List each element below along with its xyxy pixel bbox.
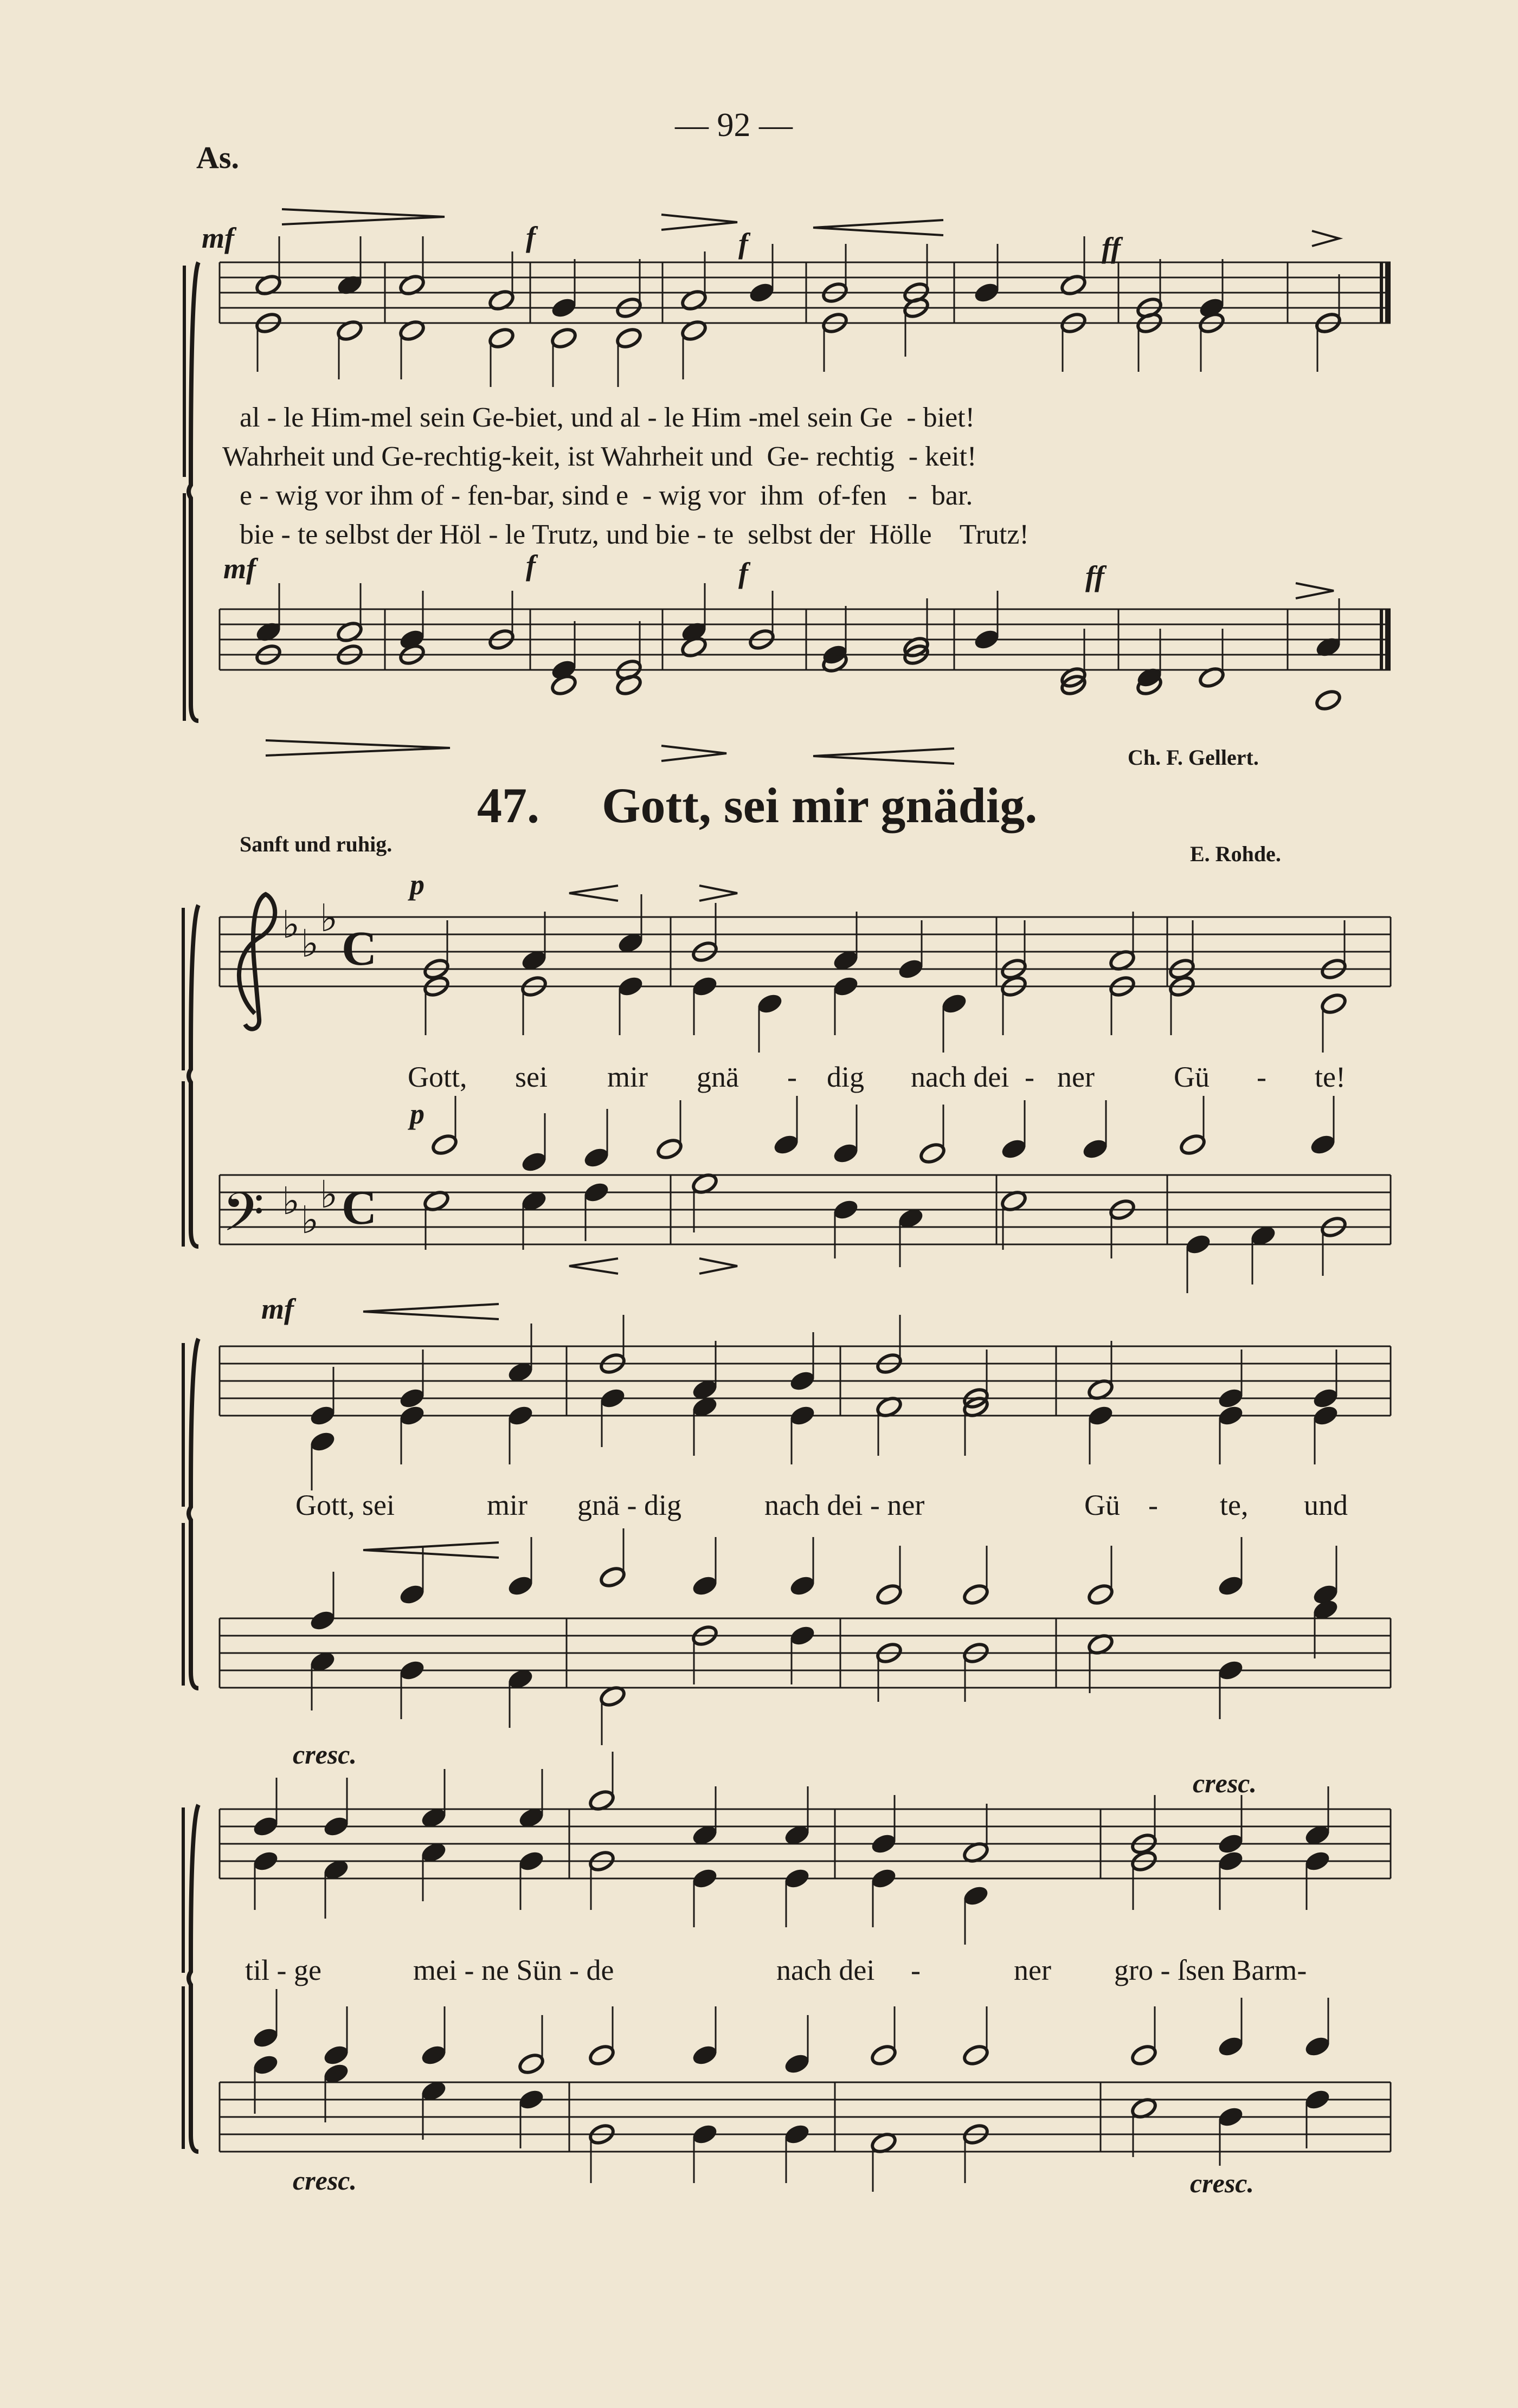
- cresc-marking: cresc.: [1190, 2168, 1254, 2198]
- note-head: [897, 957, 925, 981]
- note-head: [398, 1583, 426, 1606]
- system-brace: [189, 1339, 198, 1688]
- note-head: [615, 326, 643, 350]
- flat-sign-icon: ♭: [282, 902, 300, 947]
- lyric-word: nach dei: [776, 1954, 875, 1986]
- note-head: [517, 2052, 545, 2076]
- note-head: [550, 326, 578, 350]
- note-head: [1086, 1583, 1115, 1606]
- note-head: [1320, 992, 1348, 1016]
- note-head: [1130, 2043, 1158, 2067]
- lyric-word: mir: [607, 1061, 648, 1093]
- note-head: [308, 1430, 337, 1454]
- note-head: [788, 1574, 816, 1598]
- dynamic-ff-bottom: ff: [1085, 560, 1104, 592]
- note-head: [1303, 2035, 1332, 2058]
- note-head: [832, 974, 860, 998]
- note-head: [973, 628, 1001, 651]
- note-head: [420, 2043, 448, 2067]
- note-head: [517, 1849, 545, 1873]
- note-head: [691, 2043, 719, 2067]
- cresc-marking: cresc.: [293, 2165, 357, 2196]
- dynamic-mf: mf: [261, 1293, 294, 1325]
- note-head: [1217, 2035, 1245, 2058]
- lyric-hyphen: -: [1025, 1061, 1034, 1093]
- note-head: [252, 1849, 280, 1873]
- note-head: [506, 1574, 535, 1598]
- note-head: [550, 296, 578, 320]
- note-head: [308, 1609, 337, 1632]
- note-head: [973, 281, 1001, 305]
- note-head: [1217, 1404, 1245, 1428]
- lyric-word: Gott, sei: [295, 1489, 395, 1521]
- note-head: [691, 1574, 719, 1598]
- note-head: [1184, 1232, 1212, 1256]
- note-head: [252, 1815, 280, 1838]
- note-head: [252, 2053, 280, 2077]
- lyric-word: und: [1304, 1489, 1348, 1521]
- lyric-word: mir: [487, 1489, 528, 1521]
- flat-sign-icon: ♭: [301, 1198, 319, 1242]
- note-head: [788, 1624, 816, 1648]
- note-head: [1217, 1658, 1245, 1682]
- note-head: [1311, 1386, 1340, 1410]
- lyric-word: mei - ne Sün - de: [413, 1954, 614, 1986]
- decrescendo-hairpin: [661, 746, 726, 761]
- lyric-word: Gü: [1174, 1061, 1210, 1093]
- note-head: [783, 2052, 811, 2076]
- lyric-line-3: e - wig vor ihm of - fen-bar, sind e - wig vor ihm of-fen - bar.: [240, 480, 973, 511]
- lyric-word: dig: [827, 1061, 865, 1093]
- note-head: [1217, 2105, 1245, 2129]
- note-head: [1217, 1386, 1245, 1410]
- lyric-word: gro - ſsen Barm-: [1114, 1954, 1307, 1986]
- note-head: [1081, 1137, 1109, 1161]
- note-head: [582, 1146, 610, 1170]
- note-head: [599, 1565, 627, 1589]
- lyric-word: nach dei: [911, 1061, 1009, 1093]
- hymn-number: 47.: [477, 778, 539, 833]
- cresc-marking: cresc.: [1193, 1768, 1257, 1798]
- note-head: [788, 1369, 816, 1393]
- note-head: [398, 1386, 426, 1410]
- flat-sign-icon: ♭: [301, 921, 319, 966]
- note-head: [616, 974, 645, 998]
- note-head: [962, 1583, 990, 1606]
- common-time-icon: C: [342, 1181, 377, 1235]
- note-head: [1311, 1404, 1340, 1428]
- lyric-word: Gü: [1084, 1489, 1120, 1521]
- lyric-word: te,: [1220, 1489, 1249, 1521]
- lyric-word: til - ge: [245, 1954, 321, 1986]
- note-head: [1303, 1849, 1332, 1873]
- note-head: [582, 1180, 610, 1204]
- note-head: [599, 1386, 627, 1410]
- lyric-word: ner: [1014, 1954, 1051, 1986]
- note-head: [322, 1815, 350, 1838]
- note-head: [398, 1404, 426, 1428]
- dynamic-ff-top: ff: [1102, 231, 1121, 264]
- note-head: [655, 1137, 684, 1161]
- note-head: [772, 1133, 800, 1157]
- crescendo-hairpin: [813, 220, 943, 235]
- note-head: [918, 1141, 947, 1165]
- dynamic-p-treble: p: [410, 868, 424, 901]
- dynamic-p-bass: p: [410, 1098, 424, 1130]
- note-head: [870, 2043, 898, 2067]
- note-head: [870, 1867, 898, 1890]
- note-head: [520, 1150, 548, 1174]
- lyric-hyphen: -: [787, 1061, 797, 1093]
- note-head: [1179, 1133, 1207, 1157]
- note-head: [1217, 1574, 1245, 1598]
- note-head: [1217, 1832, 1245, 1856]
- composer-credit: E. Rohde.: [1190, 842, 1281, 866]
- decrescendo-hairpin: [661, 215, 737, 230]
- note-head: [517, 2088, 545, 2112]
- note-head: [588, 2043, 616, 2067]
- lyric-word: sei: [515, 1061, 548, 1093]
- hymn-title: Gott, sei mir gnädig.: [602, 778, 1038, 833]
- system-brace: [189, 905, 198, 1247]
- dynamic-f-bottom-1: f: [526, 549, 536, 582]
- note-head: [1086, 1404, 1115, 1428]
- lyric-hyphen: -: [1257, 1061, 1266, 1093]
- note-head: [940, 992, 968, 1016]
- decrescendo-hairpin: [1312, 231, 1339, 246]
- note-head: [783, 1867, 811, 1890]
- decrescendo-hairpin: [1296, 583, 1334, 598]
- note-head: [252, 2026, 280, 2050]
- note-head: [1309, 1133, 1337, 1157]
- lyric-word: te!: [1315, 1061, 1346, 1093]
- note-head: [1314, 688, 1342, 712]
- crescendo-hairpin: [569, 1258, 618, 1274]
- dynamic-f-top-1: f: [526, 221, 536, 253]
- lyric-line-2: Wahrheit und Ge-rechtig-keit, ist Wahrheit und Ge- rechtig - keit!: [222, 441, 977, 472]
- system-brace: [189, 1805, 198, 2152]
- note-head: [1217, 1849, 1245, 1873]
- note-head: [783, 2122, 811, 2146]
- dynamic-f-bottom-2: f: [738, 557, 748, 589]
- note-head: [875, 1583, 903, 1606]
- lyric-word: ner: [1057, 1061, 1095, 1093]
- cresc-marking: cresc.: [293, 1739, 357, 1770]
- crescendo-hairpin: [363, 1304, 499, 1319]
- lyric-hyphen: -: [911, 1954, 921, 1986]
- note-head: [322, 2043, 350, 2067]
- lyric-line-4: bie - te selbst der Höl - le Trutz, und bie - te selbst der Hölle Trutz!: [240, 519, 1029, 550]
- dynamic-mf-top: mf: [202, 222, 234, 254]
- decrescendo-hairpin: [699, 1258, 737, 1274]
- crescendo-hairpin: [363, 1542, 499, 1558]
- system-brace: [189, 262, 198, 721]
- note-head: [962, 1884, 990, 1908]
- note-head: [870, 1832, 898, 1856]
- note-head: [748, 281, 776, 305]
- note-head: [398, 1658, 426, 1682]
- treble-clef-icon: [239, 894, 275, 1029]
- tempo-marking: Sanft und ruhig.: [240, 832, 393, 856]
- lyric-word: Gott,: [408, 1061, 467, 1093]
- note-head: [788, 1404, 816, 1428]
- common-time-icon: C: [342, 922, 377, 976]
- note-head: [691, 2122, 719, 2146]
- decrescendo-hairpin: [699, 886, 737, 901]
- lyric-hyphen: -: [1148, 1489, 1158, 1521]
- note-head: [832, 1141, 860, 1165]
- page-number: — 92 —: [675, 107, 793, 144]
- crescendo-hairpin: [813, 748, 954, 764]
- note-head: [506, 1404, 535, 1428]
- decrescendo-hairpin: [266, 740, 450, 756]
- crescendo-hairpin: [569, 886, 618, 901]
- note-head: [487, 326, 516, 350]
- note-head: [691, 974, 719, 998]
- lyric-word: nach dei - ner: [764, 1489, 925, 1521]
- flat-sign-icon: ♭: [320, 1172, 338, 1217]
- note-head: [1303, 2088, 1332, 2112]
- note-head: [430, 1133, 459, 1157]
- key-label: As.: [196, 140, 239, 175]
- lyricist-credit: Ch. F. Gellert.: [1128, 745, 1259, 770]
- note-head: [962, 2043, 990, 2067]
- note-head: [308, 1404, 337, 1428]
- dynamic-f-top-2: f: [738, 227, 748, 260]
- flat-sign-icon: ♭: [282, 1179, 300, 1223]
- note-head: [1000, 1137, 1028, 1161]
- note-head: [832, 1198, 860, 1222]
- lyric-line-1: al - le Him-mel sein Ge-biet, und al - le Him -mel sein Ge - biet!: [240, 402, 975, 433]
- note-head: [691, 1867, 719, 1890]
- lyric-word: gnä: [697, 1061, 739, 1093]
- bass-clef-icon: 𝄢: [222, 1182, 265, 1257]
- decrescendo-hairpin: [282, 209, 445, 224]
- dynamic-mf-bottom: mf: [223, 552, 256, 585]
- flat-sign-icon: ♭: [320, 896, 338, 940]
- note-head: [756, 992, 784, 1016]
- lyric-word: gnä - dig: [577, 1489, 681, 1521]
